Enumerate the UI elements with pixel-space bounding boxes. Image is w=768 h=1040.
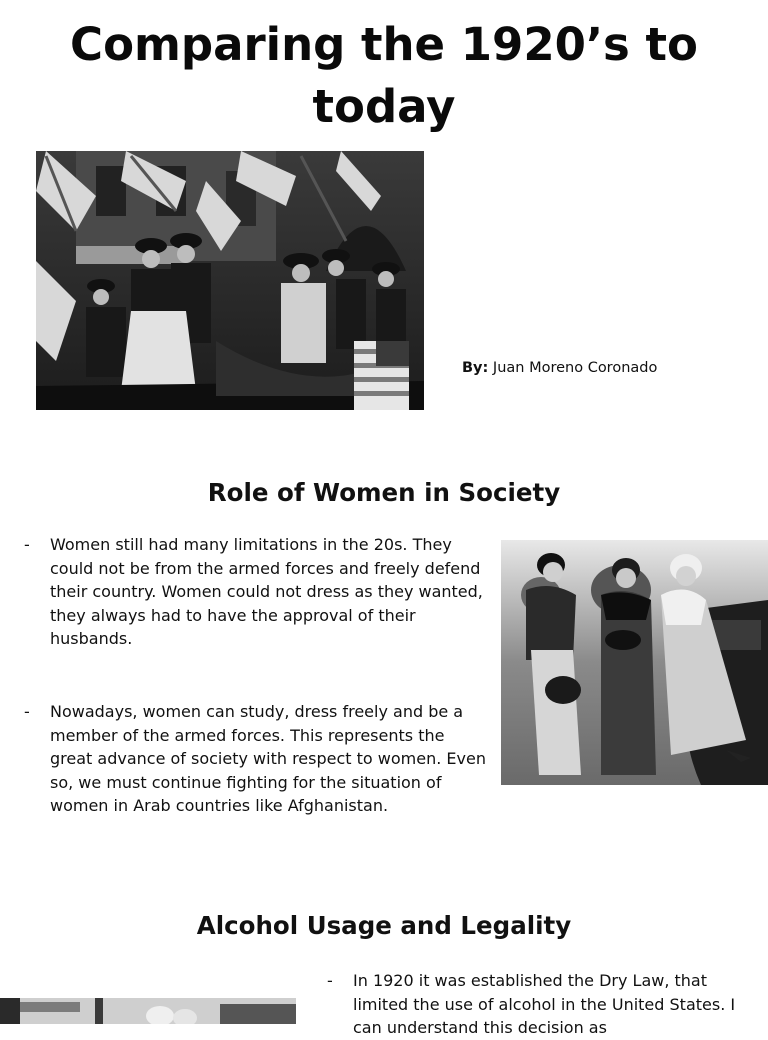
author-credit	[462, 359, 657, 377]
section-heading-alcohol: Alcohol Usage and Legality	[196, 911, 572, 940]
author-name: Juan Moreno Coronado	[492, 360, 658, 376]
suffragettes-celebration-photo	[36, 151, 424, 410]
bullet-marker: -	[24, 535, 30, 554]
list-item	[24, 700, 490, 818]
1920s-women-fashion-photo	[501, 540, 768, 785]
list-item	[327, 969, 743, 1040]
section-heading-women: Role of Women in Society	[207, 478, 561, 507]
bullet-text: Women still had many limitations in the 20s. They could not be from the armed forces and freely defend their country. Women could not dress as they wanted, they always had to have the approval of their husbands.	[50, 535, 483, 648]
bullet-text: Nowadays, women can study, dress freely and be a member of the armed forces. This represents the great advance of society with respect to women. Even so, we must continue fighting for the situation of women in Arab countries like Afghanistan.	[50, 702, 486, 815]
author-label: By:	[462, 360, 489, 376]
bullet-text: In 1920 it was established the Dry Law, that limited the use of alcohol in the United States. I can understand this decision as	[353, 971, 736, 1037]
prohibition-era-street-photo	[0, 998, 296, 1024]
bullet-marker: -	[24, 702, 30, 721]
page-title: Comparing the 1920’s to today	[70, 18, 698, 133]
list-item	[24, 533, 490, 651]
bullet-marker: -	[327, 971, 333, 990]
